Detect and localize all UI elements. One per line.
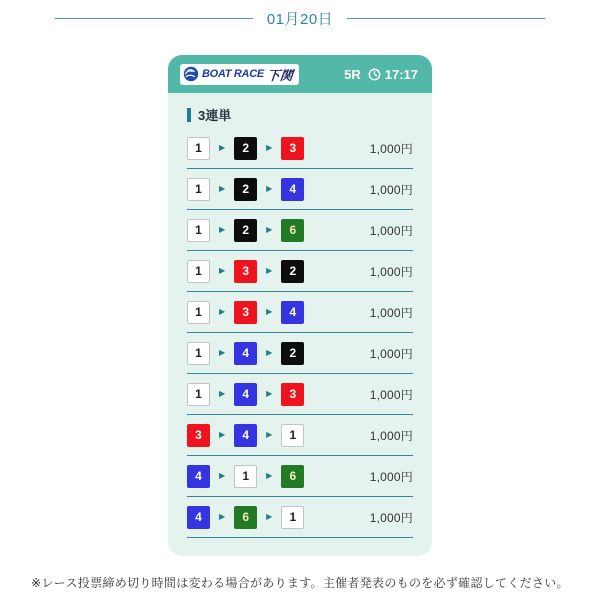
bet-combination bbox=[187, 178, 304, 201]
arrow-right-icon: ▶ bbox=[266, 471, 273, 480]
boatrace-swirl-icon bbox=[183, 66, 199, 82]
race-card bbox=[168, 55, 432, 556]
title-accent-bar bbox=[187, 108, 191, 122]
arrow-right-icon: ▶ bbox=[266, 430, 273, 439]
date-header bbox=[0, 0, 600, 29]
bet-list bbox=[187, 128, 413, 538]
arrow-right-icon: ▶ bbox=[219, 143, 226, 152]
bet-row bbox=[187, 210, 413, 251]
boat-number-2: 2 bbox=[234, 137, 257, 160]
boat-number-1: 1 bbox=[234, 465, 257, 488]
bet-row bbox=[187, 251, 413, 292]
arrow-right-icon: ▶ bbox=[266, 225, 273, 234]
card-body bbox=[168, 93, 432, 556]
boat-number-1: 1 bbox=[187, 137, 210, 160]
section-title-text: 3連単 bbox=[198, 108, 232, 123]
boat-number-2: 2 bbox=[281, 260, 304, 283]
arrow-right-icon: ▶ bbox=[219, 471, 226, 480]
card-header bbox=[168, 55, 432, 93]
boat-number-3: 3 bbox=[281, 137, 304, 160]
date-line-left bbox=[55, 18, 253, 19]
bet-amount: 1,000円 bbox=[369, 223, 413, 238]
arrow-right-icon: ▶ bbox=[219, 348, 226, 357]
race-time: 17:17 bbox=[384, 66, 418, 82]
date-text: 01月20日 bbox=[266, 11, 334, 28]
boat-number-1: 1 bbox=[187, 219, 210, 242]
venue-name: 下関 bbox=[265, 67, 294, 83]
arrow-right-icon: ▶ bbox=[266, 143, 273, 152]
section-title bbox=[187, 105, 413, 124]
bet-row bbox=[187, 374, 413, 415]
arrow-right-icon: ▶ bbox=[266, 512, 273, 521]
bet-row bbox=[187, 333, 413, 374]
bet-row bbox=[187, 292, 413, 333]
boat-number-1: 1 bbox=[187, 260, 210, 283]
date-line-right bbox=[347, 18, 545, 19]
boat-number-3: 3 bbox=[281, 383, 304, 406]
arrow-right-icon: ▶ bbox=[219, 512, 226, 521]
bet-combination bbox=[187, 219, 304, 242]
boat-number-1: 1 bbox=[187, 383, 210, 406]
bet-combination bbox=[187, 260, 304, 283]
boat-number-1: 1 bbox=[281, 424, 304, 447]
bet-row bbox=[187, 497, 413, 538]
boat-number-4: 4 bbox=[281, 178, 304, 201]
arrow-right-icon: ▶ bbox=[219, 430, 226, 439]
boat-number-1: 1 bbox=[187, 301, 210, 324]
boat-number-3: 3 bbox=[234, 301, 257, 324]
bet-combination bbox=[187, 342, 304, 365]
bet-combination bbox=[187, 424, 304, 447]
boat-number-2: 2 bbox=[234, 178, 257, 201]
bet-amount: 1,000円 bbox=[369, 387, 413, 402]
bet-amount: 1,000円 bbox=[369, 264, 413, 279]
boat-number-4: 4 bbox=[281, 301, 304, 324]
arrow-right-icon: ▶ bbox=[219, 307, 226, 316]
footer-note: ※レース投票締め切り時間は変わる場合があります。主催者発表のものを必ず確認してください。 bbox=[31, 576, 569, 590]
bet-row bbox=[187, 128, 413, 169]
boat-number-4: 4 bbox=[187, 465, 210, 488]
boat-number-1: 1 bbox=[281, 506, 304, 529]
bet-amount: 1,000円 bbox=[369, 182, 413, 197]
bet-combination bbox=[187, 301, 304, 324]
boat-number-6: 6 bbox=[281, 465, 304, 488]
bet-row bbox=[187, 415, 413, 456]
arrow-right-icon: ▶ bbox=[266, 389, 273, 398]
bet-combination bbox=[187, 465, 304, 488]
boatrace-logo-text: BOAT RACE bbox=[202, 68, 264, 80]
arrow-right-icon: ▶ bbox=[266, 307, 273, 316]
bet-amount: 1,000円 bbox=[369, 428, 413, 443]
boat-number-3: 3 bbox=[234, 260, 257, 283]
arrow-right-icon: ▶ bbox=[219, 225, 226, 234]
boat-number-6: 6 bbox=[281, 219, 304, 242]
race-info bbox=[344, 67, 418, 82]
boat-number-4: 4 bbox=[234, 424, 257, 447]
boat-number-4: 4 bbox=[234, 383, 257, 406]
race-number: 5R bbox=[344, 66, 361, 82]
boat-number-2: 2 bbox=[234, 219, 257, 242]
boat-number-4: 4 bbox=[187, 506, 210, 529]
boat-number-2: 2 bbox=[281, 342, 304, 365]
bet-combination bbox=[187, 506, 304, 529]
bet-combination bbox=[187, 137, 304, 160]
bet-amount: 1,000円 bbox=[369, 141, 413, 156]
arrow-right-icon: ▶ bbox=[219, 389, 226, 398]
boat-number-6: 6 bbox=[234, 506, 257, 529]
arrow-right-icon: ▶ bbox=[219, 184, 226, 193]
bet-row bbox=[187, 169, 413, 210]
arrow-right-icon: ▶ bbox=[266, 266, 273, 275]
boat-number-1: 1 bbox=[187, 342, 210, 365]
bet-amount: 1,000円 bbox=[369, 346, 413, 361]
arrow-right-icon: ▶ bbox=[266, 348, 273, 357]
bet-combination bbox=[187, 383, 304, 406]
arrow-right-icon: ▶ bbox=[266, 184, 273, 193]
bet-amount: 1,000円 bbox=[369, 469, 413, 484]
boat-number-1: 1 bbox=[187, 178, 210, 201]
boat-number-4: 4 bbox=[234, 342, 257, 365]
boat-number-3: 3 bbox=[187, 424, 210, 447]
arrow-right-icon: ▶ bbox=[219, 266, 226, 275]
clock-icon bbox=[368, 68, 381, 81]
bet-amount: 1,000円 bbox=[369, 510, 413, 525]
bet-amount: 1,000円 bbox=[369, 305, 413, 320]
bet-row bbox=[187, 456, 413, 497]
boatrace-logo bbox=[180, 64, 299, 85]
